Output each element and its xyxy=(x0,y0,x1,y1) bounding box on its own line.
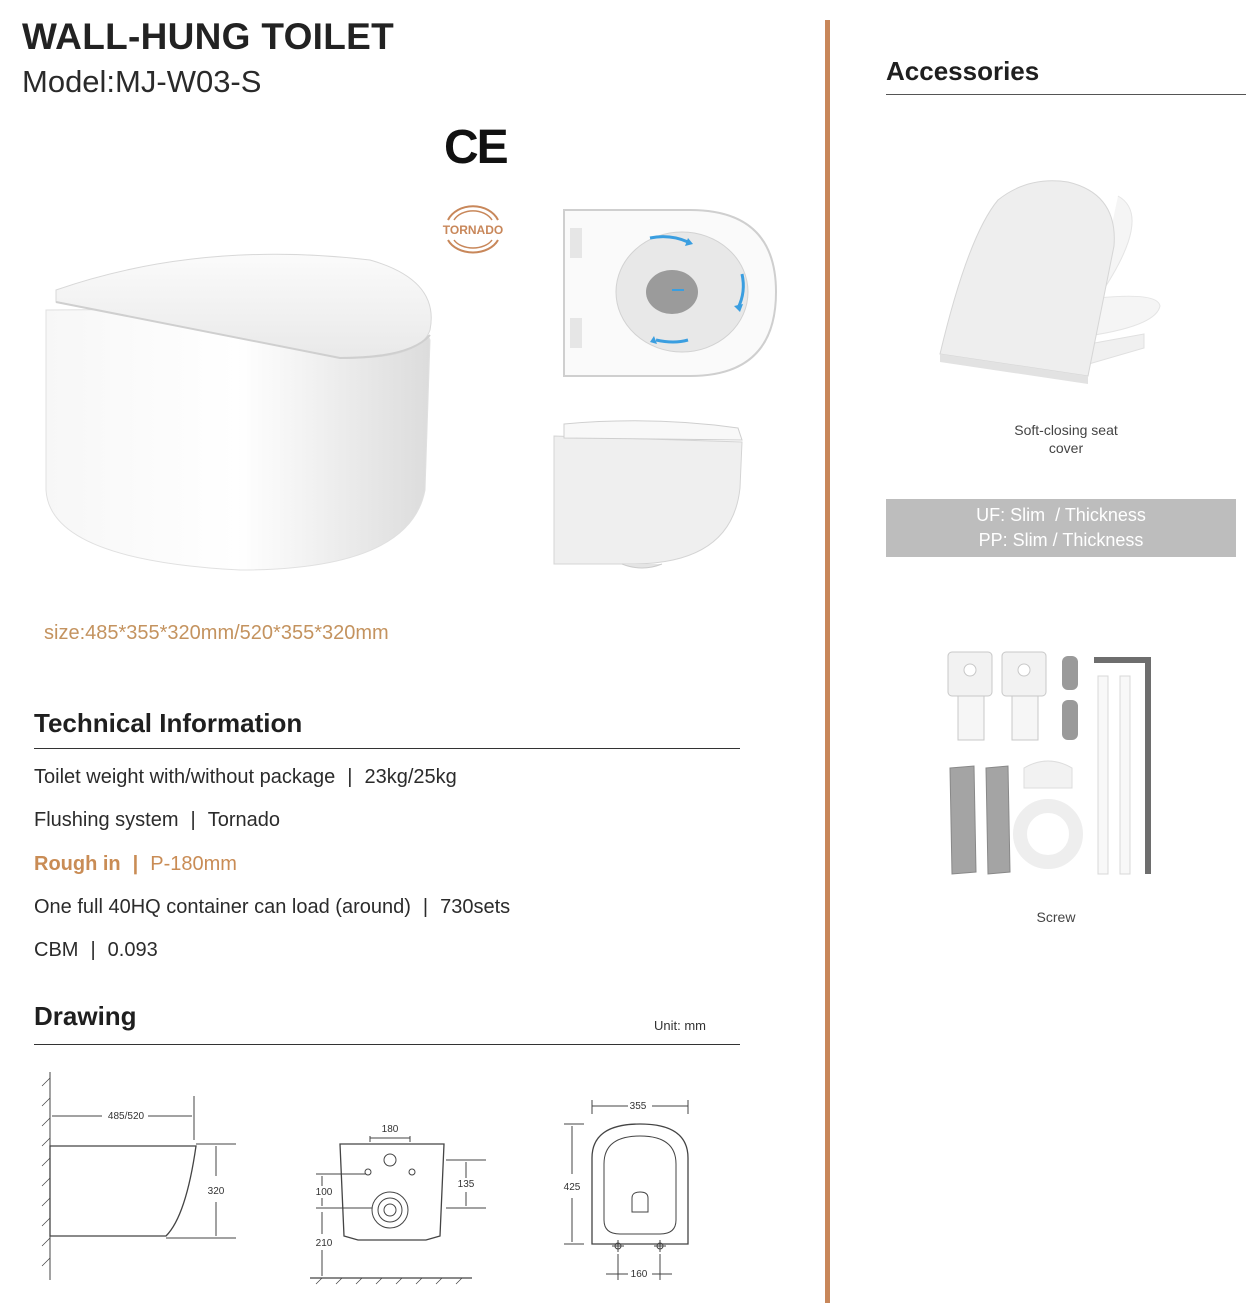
toilet-side-view-image xyxy=(552,418,748,574)
spec-row-weight xyxy=(34,766,457,789)
spec-value: Tornado xyxy=(207,809,280,831)
accessories-heading: Accessories xyxy=(886,56,1040,86)
dim-hole-spacing: 180 xyxy=(381,1124,399,1135)
dim-top-length: 425 xyxy=(563,1182,581,1193)
drawing-divider xyxy=(34,1044,740,1045)
screw-kit-image xyxy=(944,648,1158,880)
spec-label: Toilet weight with/without package xyxy=(34,766,336,788)
screw-caption: Screw xyxy=(1036,909,1076,925)
accessories-divider xyxy=(886,94,1246,95)
top-view-drawing xyxy=(560,1094,700,1288)
dim-lower-hole: 100 xyxy=(315,1187,333,1198)
ce-mark-icon: CE xyxy=(444,121,507,174)
drawing-heading: Drawing xyxy=(34,1001,137,1031)
spec-label: Rough in xyxy=(34,853,121,875)
technical-divider xyxy=(34,748,740,749)
spec-value: P-180mm xyxy=(150,853,237,875)
column-divider xyxy=(825,20,830,1303)
toilet-main-image xyxy=(40,240,440,580)
product-title: WALL-HUNG TOILET xyxy=(22,16,395,57)
spec-label: One full 40HQ container can load (around) xyxy=(34,896,411,918)
technical-heading: Technical Information xyxy=(34,708,303,738)
back-elevation-drawing xyxy=(306,1116,496,1288)
seat-caption-line-1: Soft-closing seat xyxy=(1014,422,1118,438)
spec-row-cbm xyxy=(34,939,158,962)
toilet-top-view-image xyxy=(560,208,780,380)
unit-label: Unit: mm xyxy=(654,1018,706,1033)
size-text: size:485*355*320mm/520*355*320mm xyxy=(44,622,389,644)
band-line-pp: PP: Slim / Thickness xyxy=(978,530,1144,550)
spec-row-flushing xyxy=(34,809,280,832)
dim-upper-hole: 135 xyxy=(457,1179,475,1190)
spec-value: 0.093 xyxy=(107,939,158,961)
spec-row-rough-in xyxy=(34,853,237,876)
band-line-uf: UF: Slim / Thickness xyxy=(976,505,1146,525)
seat-cover-image xyxy=(938,176,1164,388)
model-number: Model:MJ-W03-S xyxy=(22,64,262,99)
dim-height: 320 xyxy=(207,1186,225,1197)
side-elevation-drawing xyxy=(36,1066,246,1288)
seat-thickness-band xyxy=(886,499,1236,557)
tornado-badge-icon xyxy=(438,198,508,260)
spec-label: CBM xyxy=(34,939,79,961)
seat-caption-line-2: cover xyxy=(1048,440,1084,456)
dim-floor: 210 xyxy=(315,1238,333,1249)
spec-value: 730sets xyxy=(440,896,511,918)
spec-separator: | xyxy=(132,853,139,875)
spec-separator: | xyxy=(190,809,196,831)
spec-row-container xyxy=(34,896,510,919)
spec-separator: | xyxy=(347,766,353,788)
tornado-badge-label: TORNADO xyxy=(442,223,504,237)
dim-bolt-spacing: 160 xyxy=(630,1269,648,1280)
spec-label: Flushing system xyxy=(34,809,179,831)
dim-width: 485/520 xyxy=(107,1111,145,1122)
spec-separator: | xyxy=(422,896,429,918)
spec-value: 23kg/25kg xyxy=(364,766,457,788)
dim-top-width: 355 xyxy=(629,1101,647,1112)
spec-separator: | xyxy=(90,939,96,961)
